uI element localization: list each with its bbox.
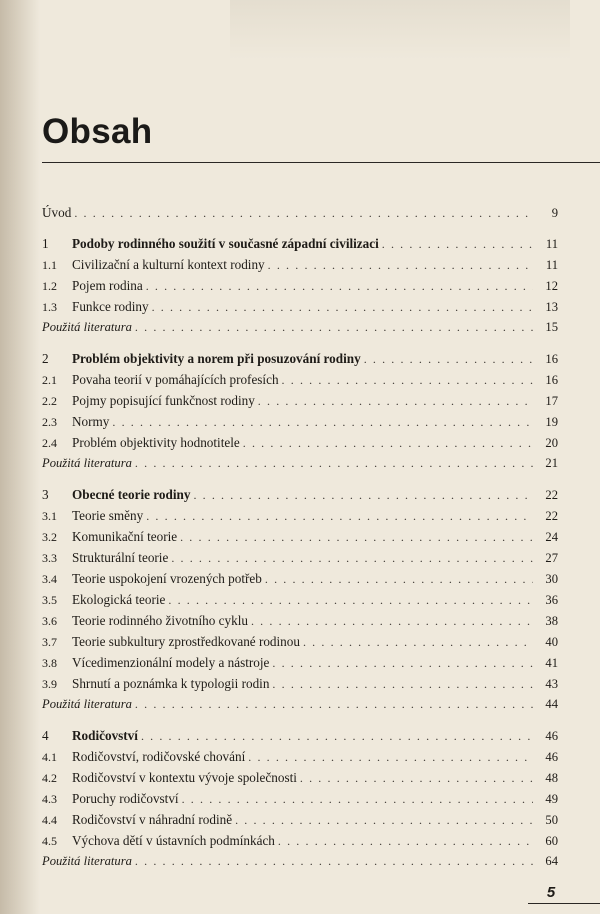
toc-entry-number: 1 [42,236,49,251]
page-number: 5 [546,884,556,901]
toc-entry-lit[interactable] [42,317,558,338]
toc-entry-title: Civilizační a kulturní kontext rodiny [72,257,265,272]
toc-entry-page: 48 [545,771,558,785]
toc-entry-page: 49 [545,792,558,806]
toc-entry-number: 3.1 [42,509,57,523]
toc-entry-page: 20 [545,436,558,450]
toc-dot-leader [141,726,533,747]
toc-dot-leader [243,433,533,454]
toc-dot-leader [180,527,533,548]
toc-entry-sub[interactable] [42,809,558,830]
toc-gap [42,474,558,484]
toc-entry-sub[interactable] [42,568,558,589]
toc-entry-lit[interactable] [42,453,558,474]
toc-dot-leader [303,632,533,653]
toc-entry-page: 17 [545,394,558,408]
toc-entry-page: 21 [545,456,558,470]
toc-entry-title: Pojem rodina [72,278,143,293]
toc-entry-title: Úvod [42,205,72,220]
toc-entry-title: Teorie rodinného životního cyklu [72,613,248,628]
toc-entry-number: 3.6 [42,614,57,628]
toc-entry-sub[interactable] [42,610,558,631]
toc-entry-title: Ekologická teorie [72,592,166,607]
toc-entry-page: 60 [545,834,558,848]
footer-rule [528,903,600,904]
toc-entry-number: 4.1 [42,750,57,764]
page-title: Obsah [42,112,153,151]
toc-dot-leader [258,391,533,412]
toc-entry-sub[interactable] [42,652,558,673]
toc-entry-title: Teorie směny [72,508,144,523]
book-spine-shadow [0,0,40,914]
toc-entry-lit[interactable] [42,694,558,715]
toc-entry-sub[interactable] [42,746,558,767]
toc-entry-number: 4.2 [42,771,57,785]
toc-entry-title: Teorie uspokojení vrozených potřeb [72,571,262,586]
toc-entry-page: 44 [545,697,558,711]
toc-entry-title: Problém objektivity a norem při posuzování rodiny [72,351,361,366]
toc-entry-page: 22 [545,509,558,523]
toc-dot-leader [152,297,533,318]
toc-dot-leader [272,674,533,695]
toc-entry-sub[interactable] [42,296,558,317]
toc-gap [42,715,558,725]
toc-entry-sub[interactable] [42,673,558,694]
toc-entry-title: Rodičovství v kontextu vývoje společnosti [72,770,297,785]
toc-entry-number: 3.4 [42,572,57,586]
toc-dot-leader [272,653,533,674]
toc-dot-leader [146,506,533,527]
toc-dot-leader [382,234,533,255]
toc-entry-title: Rodičovství [72,728,138,743]
toc-entry-sub[interactable] [42,589,558,610]
toc-entry-page: 46 [545,750,558,764]
toc-entry-page: 11 [545,237,558,251]
toc-entry-page: 64 [545,854,558,868]
title-rule [42,162,600,163]
toc-entry-page: 12 [545,279,558,293]
toc-entry-chapter[interactable] [42,233,558,254]
toc-entry-number: 3.9 [42,677,57,691]
toc-dot-leader [265,569,533,590]
toc-dot-leader [268,255,533,276]
toc-entry-page: 19 [545,415,558,429]
toc-entry-title: Použitá literatura [42,854,132,868]
toc-entry-title: Použitá literatura [42,456,132,470]
toc-entry-number: 3.3 [42,551,57,565]
toc-entry-title: Vícedimenzionální modely a nástroje [72,655,270,670]
toc-entry-page: 11 [545,258,558,272]
toc-entry-sub[interactable] [42,788,558,809]
toc-entry-sub[interactable] [42,526,558,547]
bleed-through-shadow [230,0,570,60]
toc-dot-leader [74,203,533,224]
toc-dot-leader [278,831,533,852]
toc-entry-number: 2.2 [42,394,57,408]
toc-dot-leader [146,276,533,297]
toc-entry-title: Problém objektivity hodnotitele [72,435,240,450]
toc-entry-sub[interactable] [42,547,558,568]
toc-entry-page: 13 [545,300,558,314]
toc-dot-leader [135,317,533,338]
toc-entry-number: 2 [42,351,49,366]
toc-entry-title: Normy [72,414,110,429]
toc-dot-leader [135,851,533,872]
toc-entry-title: Obecné teorie rodiny [72,487,191,502]
toc-entry-number: 2.1 [42,373,57,387]
toc-entry-page: 46 [545,729,558,743]
toc-dot-leader [251,611,533,632]
toc-entry-page: 30 [545,572,558,586]
toc-entry-number: 4.5 [42,834,57,848]
toc-entry-title: Strukturální teorie [72,550,169,565]
toc-entry-number: 3.7 [42,635,57,649]
toc-entry-sub[interactable] [42,830,558,851]
toc-dot-leader [168,590,533,611]
toc-entry-title: Rodičovství v náhradní rodině [72,812,233,827]
toc-entry-page: 38 [545,614,558,628]
toc-entry-title: Teorie subkultury zprostředkované rodinou [72,634,300,649]
toc-entry-sub[interactable] [42,390,558,411]
toc-entry-number: 4.3 [42,792,57,806]
toc-entry-sub[interactable] [42,432,558,453]
toc-entry-page: 15 [545,320,558,334]
toc-entry-sub[interactable] [42,631,558,652]
table-of-contents [42,202,558,872]
toc-entry-title: Komunikační teorie [72,529,178,544]
toc-dot-leader [282,370,533,391]
toc-dot-leader [364,349,533,370]
toc-entry-number: 2.3 [42,415,57,429]
toc-entry-chapter[interactable] [42,484,558,505]
toc-dot-leader [135,453,533,474]
toc-gap [42,338,558,348]
toc-entry-number: 3.2 [42,530,57,544]
toc-dot-leader [135,694,533,715]
toc-entry-page: 16 [545,373,558,387]
toc-dot-leader [171,548,533,569]
toc-dot-leader [193,485,533,506]
toc-entry-page: 22 [545,488,558,502]
toc-entry-number: 1.3 [42,300,57,314]
toc-entry-title: Poruchy rodičovství [72,791,179,806]
toc-entry-number: 3.8 [42,656,57,670]
toc-entry-number: 4 [42,728,49,743]
toc-entry-title: Výchova dětí v ústavních podmínkách [72,833,275,848]
toc-entry-page: 50 [545,813,558,827]
toc-dot-leader [248,747,533,768]
toc-entry-number: 2.4 [42,436,57,450]
toc-entry-title: Použitá literatura [42,320,132,334]
toc-entry-title: Povaha teorií v pomáhajících profesích [72,372,279,387]
toc-entry-page: 24 [545,530,558,544]
toc-entry-chapter[interactable] [42,348,558,369]
toc-entry-page: 41 [545,656,558,670]
toc-entry-sub[interactable] [42,505,558,526]
toc-entry-title: Rodičovství, rodičovské chování [72,749,246,764]
toc-entry-page: 40 [545,635,558,649]
toc-dot-leader [300,768,533,789]
toc-dot-leader [112,412,533,433]
toc-entry-page: 9 [551,206,558,220]
toc-entry-title: Pojmy popisující funkčnost rodiny [72,393,255,408]
toc-entry-sub[interactable] [42,369,558,390]
toc-entry-number: 1.1 [42,258,57,272]
toc-entry-sub[interactable] [42,411,558,432]
toc-entry-page: 27 [545,551,558,565]
toc-entry-title: Shrnutí a poznámka k typologii rodin [72,676,270,691]
toc-entry-chapter[interactable] [42,725,558,746]
toc-entry-sub[interactable] [42,275,558,296]
toc-entry-intro[interactable] [42,202,558,223]
toc-dot-leader [235,810,533,831]
toc-entry-page: 43 [545,677,558,691]
toc-entry-title: Použitá literatura [42,697,132,711]
toc-entry-number: 1.2 [42,279,57,293]
toc-entry-page: 16 [545,352,558,366]
toc-entry-sub[interactable] [42,767,558,788]
toc-entry-page: 36 [545,593,558,607]
toc-entry-sub[interactable] [42,254,558,275]
toc-entry-number: 4.4 [42,813,57,827]
toc-entry-number: 3 [42,487,49,502]
toc-gap [42,223,558,233]
toc-entry-title: Podoby rodinného soužití v současné západní civilizaci [72,236,379,251]
toc-dot-leader [182,789,533,810]
toc-entry-title: Funkce rodiny [72,299,149,314]
toc-entry-lit[interactable] [42,851,558,872]
toc-entry-number: 3.5 [42,593,57,607]
